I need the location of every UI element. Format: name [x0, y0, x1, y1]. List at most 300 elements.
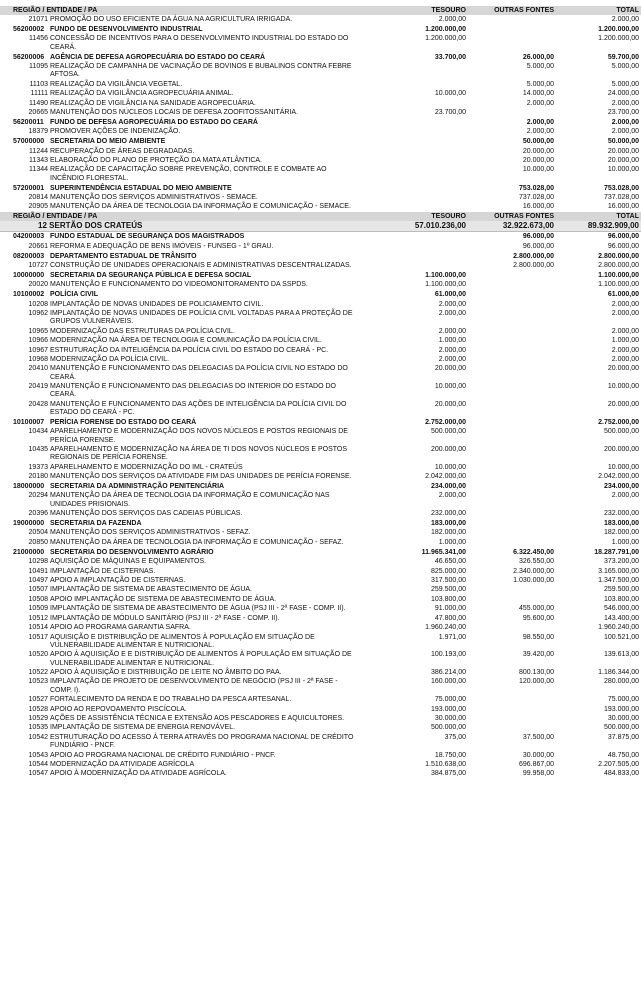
total-value: 143.400,00 — [603, 614, 639, 622]
table-header-row — [0, 6, 641, 15]
tesouro-value: 20.000,00 — [434, 400, 466, 408]
total-value: 234.000,00 — [603, 482, 639, 490]
tesouro-value: 234.000,00 — [430, 482, 466, 490]
tesouro-value: 20.000,00 — [434, 365, 466, 373]
total-value: 48.750,00 — [607, 751, 639, 759]
program-code: 10527 — [28, 696, 48, 704]
program-row — [0, 595, 641, 604]
outras-fontes-value — [468, 445, 556, 463]
outras-fontes-value — [468, 299, 556, 308]
total-value: 200.000,00 — [603, 446, 639, 453]
tesouro-value: 18.750,00 — [434, 751, 466, 759]
program-row — [0, 146, 641, 155]
outras-fontes-value — [468, 309, 556, 327]
program-row — [0, 165, 641, 183]
program-row — [0, 108, 641, 117]
tesouro-value: 2.000,00 — [438, 309, 466, 317]
region-outras-fontes: 32.922.673,00 — [468, 221, 556, 232]
program-code: 11343 — [29, 157, 48, 164]
outras-fontes-value: 14.000,00 — [522, 90, 554, 98]
outras-fontes-value: 99.958,00 — [522, 770, 554, 778]
program-code: 10727 — [28, 261, 48, 269]
program-description: IMPLANTAÇÃO DE NOVAS UNIDADES DE POLICIAMENTO CIVIL. — [50, 300, 264, 308]
program-code: 10544 — [28, 760, 48, 768]
outras-fontes-value: 5.000,00 — [526, 63, 554, 70]
program-row — [0, 604, 641, 613]
program-row — [0, 760, 641, 769]
total-value: 484.833,00 — [603, 770, 639, 778]
outras-fontes-value — [468, 417, 556, 427]
outras-fontes-value: 753.028,00 — [518, 184, 554, 192]
program-row — [0, 614, 641, 623]
tesouro-value — [360, 231, 468, 241]
entity-name: PERÍCIA FORENSE DO ESTADO DO CEARÁ — [50, 418, 197, 426]
entity-row — [0, 231, 641, 241]
program-description: APOIO A IMPLANTAÇÃO DE CISTERNAS. — [50, 576, 186, 584]
program-description: APOIO AO PROGRAMA NACIONAL DE CRÉDITO FUNDIÁRIO - PNCF. — [50, 751, 276, 759]
program-description: AQUISIÇÃO DE MÁQUINAS E EQUIPAMENTOS. — [50, 558, 207, 566]
region-tesouro: 57.010.236,00 — [360, 221, 468, 232]
outras-fontes-value: 5.000,00 — [526, 80, 554, 88]
program-row — [0, 299, 641, 308]
tesouro-value: 103.800,00 — [430, 595, 466, 603]
outras-fontes-value: 2.340.000,00 — [513, 567, 554, 575]
tesouro-value: 825.000,00 — [430, 567, 466, 575]
total-value: 20.000,00 — [607, 400, 639, 408]
tesouro-value: 33.700,00 — [434, 53, 466, 61]
program-code: 10962 — [28, 309, 48, 317]
outras-fontes-value — [468, 280, 556, 289]
entity-code: 57200001 — [13, 184, 45, 192]
program-row — [0, 355, 641, 364]
tesouro-value: 91.000,00 — [434, 605, 466, 613]
total-value: 2.000,00 — [611, 346, 639, 354]
program-description: AÇÕES DE ASSISTÊNCIA TÉCNICA E EXTENSÃO AOS PESCADORES E AQUICULTORES. — [50, 714, 345, 722]
tesouro-value: 1.200.000,00 — [425, 26, 466, 34]
tesouro-value: 10.000,00 — [434, 463, 466, 471]
outras-fontes-value — [468, 364, 556, 382]
program-code: 10434 — [28, 428, 48, 436]
entity-row — [0, 183, 641, 193]
outras-fontes-value: 98.550,00 — [522, 633, 554, 641]
program-row — [0, 668, 641, 677]
program-code: 18379 — [28, 128, 48, 136]
program-description: MANUTENÇÃO DA ÁREA DE TECNOLOGIA DA INFORMAÇÃO E COMUNICAÇÃO - SEFAZ. — [50, 538, 344, 546]
outras-fontes-value: 20.000,00 — [522, 147, 554, 155]
outras-fontes-value — [468, 509, 556, 518]
program-row — [0, 538, 641, 547]
tesouro-value: 10.000,00 — [434, 90, 466, 98]
program-code: 10509 — [28, 605, 48, 613]
outras-fontes-value — [468, 491, 556, 509]
outras-fontes-value: 20.000,00 — [522, 157, 554, 164]
tesouro-value — [360, 261, 468, 270]
entity-name: POLÍCIA CIVIL — [50, 291, 98, 299]
tesouro-value: 375,00 — [444, 733, 466, 741]
program-code: 10491 — [28, 567, 48, 575]
program-code: 20294 — [28, 492, 48, 500]
total-value: 2.000,00 — [611, 16, 639, 24]
tesouro-value: 2.000,00 — [438, 16, 466, 24]
entity-name: SECRETARIA DO DESENVOLVIMENTO AGRÁRIO — [50, 548, 214, 556]
program-row — [0, 62, 641, 80]
total-value: 20.000,00 — [607, 157, 639, 164]
program-description: IMPLANTAÇÃO DE SISTEMA DE ENERGIA RENOVÁVEL. — [50, 724, 236, 732]
program-code: 10543 — [28, 751, 48, 759]
tesouro-value: 1.000,00 — [438, 337, 466, 345]
outras-fontes-value: 37.500,00 — [522, 733, 554, 741]
entity-row — [0, 251, 641, 261]
tesouro-value: 75.000,00 — [434, 696, 466, 704]
program-row — [0, 427, 641, 445]
table-header-row — [0, 212, 641, 221]
entity-row — [0, 290, 641, 300]
program-code: 10507 — [28, 586, 48, 594]
entity-row — [0, 117, 641, 127]
tesouro-value: 2.000,00 — [438, 327, 466, 335]
program-code: 11095 — [29, 63, 48, 70]
entity-row — [0, 24, 641, 34]
program-row — [0, 127, 641, 136]
total-value: 50.000,00 — [607, 138, 639, 146]
program-row — [0, 382, 641, 400]
outras-fontes-value — [468, 538, 556, 547]
program-row — [0, 89, 641, 98]
program-row — [0, 677, 641, 695]
entity-code: 19000000 — [13, 519, 45, 527]
program-code: 20419 — [28, 383, 48, 391]
entity-name: FUNDO DE DESENVOLVIMENTO INDUSTRIAL — [50, 26, 203, 34]
program-row — [0, 491, 641, 509]
entity-code: 57000000 — [13, 138, 45, 146]
total-value: 753.028,00 — [603, 184, 639, 192]
tesouro-value — [360, 242, 468, 251]
budget-table — [0, 6, 641, 779]
entity-row — [0, 270, 641, 280]
program-description: MANUTENÇÃO DOS SERVIÇOS DA ATIVIDADE FIM DAS UNIDADES DE PERÍCIA FORENSE. — [50, 473, 352, 481]
tesouro-value: 2.042.000,00 — [425, 473, 466, 481]
region-row — [0, 221, 641, 232]
entity-code: 10100002 — [13, 291, 45, 299]
total-value: 23.700,00 — [607, 109, 639, 116]
total-value: 2.000,00 — [611, 99, 639, 107]
outras-fontes-value: 2.800.000,00 — [513, 261, 554, 269]
tesouro-value — [360, 117, 468, 127]
total-value: 24.000,00 — [607, 90, 639, 98]
total-value: 259.500,00 — [603, 586, 639, 594]
total-value: 16.000,00 — [607, 203, 639, 211]
program-code: 21071 — [28, 16, 48, 24]
tesouro-value: 100.193,00 — [430, 651, 466, 659]
program-code: 10522 — [28, 668, 48, 676]
program-row — [0, 80, 641, 89]
total-value: 500.000,00 — [603, 724, 639, 732]
program-description: MANUTENÇÃO E FUNCIONAMENTO DO VIDEOMONITORAMENTO DA SSPDS. — [50, 281, 308, 289]
outras-fontes-value — [468, 714, 556, 723]
total-value: 5.000,00 — [611, 80, 639, 88]
program-description: REALIZAÇÃO DE CAMPANHA DE VACINAÇÃO DE BOVINOS E BUBALINOS CONTRA FEBRE AFTOSA. — [50, 63, 352, 79]
program-row — [0, 704, 641, 713]
outras-fontes-value — [468, 290, 556, 300]
outras-fontes-value: 10.000,00 — [522, 166, 554, 174]
total-value: 2.000,00 — [611, 309, 639, 317]
entity-code: 18000000 — [13, 482, 45, 490]
budget-table-body — [0, 6, 641, 779]
program-row — [0, 261, 641, 270]
region-title — [0, 221, 360, 232]
tesouro-value: 30.000,00 — [434, 714, 466, 722]
program-row — [0, 98, 641, 107]
tesouro-value: 386.214,00 — [430, 668, 466, 676]
header-tesouro: TESOURO — [360, 212, 468, 221]
program-code: 20396 — [28, 510, 48, 518]
program-row — [0, 585, 641, 594]
entity-name: FUNDO ESTADUAL DE SEGURANÇA DOS MAGISTRADOS — [50, 233, 245, 241]
program-row — [0, 242, 641, 251]
tesouro-value: 500.000,00 — [430, 428, 466, 436]
program-code: 10298 — [28, 558, 48, 566]
program-code: 10967 — [28, 346, 48, 354]
total-value: 1.000,00 — [611, 538, 639, 546]
program-code: 10497 — [28, 576, 48, 584]
total-value: 2.800.000,00 — [598, 261, 639, 269]
outras-fontes-value: 800.130,00 — [518, 668, 554, 676]
total-value: 3.165.000,00 — [598, 567, 639, 575]
outras-fontes-value — [468, 472, 556, 481]
outras-fontes-value: 2.000,00 — [526, 118, 554, 126]
tesouro-value — [360, 137, 468, 147]
outras-fontes-value — [468, 336, 556, 345]
total-value: 10.000,00 — [607, 463, 639, 471]
program-row — [0, 769, 641, 778]
program-code: 20814 — [28, 193, 48, 201]
tesouro-value: 1.000,00 — [438, 538, 466, 546]
total-value: 2.800.000,00 — [598, 252, 639, 260]
total-value: 30.000,00 — [607, 714, 639, 722]
tesouro-value — [360, 146, 468, 155]
entity-row — [0, 547, 641, 557]
program-description: IMPLANTAÇÃO DE SISTEMA DE ABASTECIMENTO DE ÁGUA (PSJ III - 2ª FASE - COMP. II). — [50, 605, 346, 613]
program-code: 20905 — [28, 203, 48, 211]
program-description: FORTALECIMENTO DA RENDA E DO TRABALHO DA PESCA ARTESANAL. — [50, 696, 292, 704]
total-value: 96.000,00 — [607, 233, 639, 241]
header-total: TOTAL — [556, 6, 641, 15]
program-description: REALIZAÇÃO DA VIGILÂNCIA VEGETAL. — [50, 80, 183, 88]
total-value: 373.200,00 — [603, 558, 639, 566]
header-outras-fontes: OUTRAS FONTES — [468, 212, 556, 221]
program-row — [0, 280, 641, 289]
program-code: 10435 — [28, 446, 48, 453]
outras-fontes-value: 326.550,00 — [518, 558, 554, 566]
total-value: 2.207.505,00 — [598, 760, 639, 768]
program-row — [0, 714, 641, 723]
program-code: 10208 — [28, 300, 48, 308]
entity-name: SECRETARIA DA SEGURANÇA PÚBLICA E DEFESA SOCIAL — [50, 271, 252, 279]
total-value: 2.000,00 — [611, 327, 639, 335]
total-value: 737.028,00 — [603, 193, 639, 201]
program-description: MANUTENÇÃO DOS SERVIÇOS DAS CADEIAS PÚBLICAS. — [50, 510, 243, 518]
total-value: 1.000,00 — [611, 337, 639, 345]
program-description: APARELHAMENTO E MODERNIZAÇÃO DOS NOVOS NÚCLEOS E POSTOS REGIONAIS DE PERÍCIA FORENSE. — [50, 428, 348, 444]
program-code: 10529 — [28, 714, 48, 722]
entity-code: 10100007 — [13, 418, 45, 426]
program-code: 20504 — [28, 529, 48, 537]
total-value: 100.521,00 — [603, 633, 639, 641]
outras-fontes-value — [468, 695, 556, 704]
tesouro-value: 1.960.240,00 — [425, 624, 466, 632]
tesouro-value: 1.100.000,00 — [425, 271, 466, 279]
total-value: 139.613,00 — [603, 651, 639, 659]
tesouro-value: 182.000,00 — [430, 529, 466, 537]
outras-fontes-value: 455.000,00 — [518, 605, 554, 613]
outras-fontes-value — [468, 400, 556, 418]
program-description: PROMOÇÃO DO USO EFICIENTE DA ÁGUA NA AGRICULTURA IRRIGADA. — [50, 16, 293, 24]
total-value: 103.800,00 — [603, 595, 639, 603]
tesouro-value — [360, 183, 468, 193]
total-value: 2.000,00 — [611, 300, 639, 308]
program-description: REFORMA E ADEQUAÇÃO DE BENS IMÓVEIS - FUNSEG - 1º GRAU. — [50, 242, 274, 250]
program-code: 10965 — [28, 327, 48, 335]
program-description: IMPLANTAÇÃO DE NOVAS UNIDADES DE POLÍCIA CIVIL VOLTADAS PARA A PROTEÇÃO DE GRUPOS VULNERÁVEIS. — [50, 309, 353, 326]
program-description: ELABORAÇÃO DO PLANO DE PROTEÇÃO DA MATA ATLÂNTICA. — [50, 157, 262, 164]
entity-row — [0, 417, 641, 427]
program-code: 10523 — [28, 678, 48, 686]
entity-code: 56200011 — [13, 118, 44, 126]
program-row — [0, 566, 641, 575]
tesouro-value — [360, 251, 468, 261]
tesouro-value: 259.500,00 — [430, 586, 466, 594]
outras-fontes-value — [468, 623, 556, 632]
total-value: 546.000,00 — [603, 605, 639, 613]
header-region-entity-pa: REGIÃO / ENTIDADE / PA — [0, 212, 360, 221]
total-value: 2.000,00 — [611, 128, 639, 136]
program-description: APOIO À AQUISIÇÃO E DISTRIBUIÇÃO DE LEITE NO ÂMBITO DO PAA. — [50, 668, 282, 676]
outras-fontes-value: 6.322.450,00 — [513, 548, 554, 556]
program-code: 10517 — [28, 633, 48, 641]
tesouro-value — [360, 80, 468, 89]
outras-fontes-value: 2.000,00 — [526, 128, 554, 136]
program-description: MODERNIZAÇÃO NA ÁREA DE TECNOLOGIA E COMUNICAÇÃO DA POLÍCIA CIVIL. — [50, 337, 322, 345]
region-total: 89.932.909,00 — [556, 221, 641, 232]
program-code: 10547 — [28, 770, 48, 778]
program-code: 11456 — [29, 35, 48, 43]
total-value: 2.000,00 — [611, 492, 639, 500]
program-description: IMPLANTAÇÃO DE MÓDULO SANITÁRIO (PSJ III - 2ª FASE - COMP. II). — [50, 614, 280, 622]
total-value: 232.000,00 — [603, 510, 639, 518]
outras-fontes-value — [468, 326, 556, 335]
program-code: 10508 — [28, 595, 48, 603]
program-row — [0, 336, 641, 345]
region-name: SERTÃO DOS CRATEÚS — [49, 220, 143, 230]
program-row — [0, 309, 641, 327]
outras-fontes-value: 2.000,00 — [526, 99, 554, 107]
program-description: APOIO À AQUISIÇÃO E E DISTRIBUIÇÃO DE ALIMENTOS À POPULAÇÃO EM SITUAÇÃO DE VULNERABILIDADE ALIMENTAR E NUTRICIONAL. — [50, 651, 352, 667]
outras-fontes-value — [468, 704, 556, 713]
header-region-entity-pa: REGIÃO / ENTIDADE / PA — [0, 6, 360, 15]
total-value: 2.000,00 — [611, 118, 639, 126]
program-description: MANUTENÇÃO DOS NÚCLEOS LOCAIS DE DEFESA ZOOFITOSSANITÁRIA. — [50, 109, 299, 116]
outras-fontes-value: 737.028,00 — [518, 193, 554, 201]
outras-fontes-value — [468, 528, 556, 537]
tesouro-value: 2.000,00 — [438, 300, 466, 308]
program-row — [0, 650, 641, 668]
program-row — [0, 723, 641, 732]
program-code: 10514 — [28, 624, 48, 632]
program-code: 10512 — [28, 614, 48, 622]
entity-name: SECRETARIA DA FAZENDA — [50, 519, 142, 527]
program-code: 10535 — [28, 724, 48, 732]
outras-fontes-value: 96.000,00 — [522, 242, 554, 250]
program-row — [0, 15, 641, 24]
tesouro-value: 10.000,00 — [434, 383, 466, 391]
program-code: 20410 — [28, 365, 48, 373]
total-value: 2.042.000,00 — [598, 473, 639, 481]
outras-fontes-value — [468, 270, 556, 280]
entity-row — [0, 52, 641, 62]
outras-fontes-value: 26.000,00 — [522, 53, 554, 61]
entity-row — [0, 481, 641, 491]
program-code: 11344 — [29, 166, 48, 174]
program-code: 10968 — [28, 355, 48, 363]
program-description: MANUTENÇÃO E FUNCIONAMENTO DAS DELEGACIAS DA POLÍCIA CIVIL NO ESTADO DO CEARÁ. — [50, 365, 348, 381]
program-description: ESTRUTURAÇÃO DA INTELIGÊNCIA DA POLÍCIA CIVIL DO ESTADO DO CEARÁ - PC. — [50, 346, 329, 354]
total-value: 5.000,00 — [611, 63, 639, 70]
tesouro-value: 193.000,00 — [430, 705, 466, 713]
program-row — [0, 750, 641, 759]
entity-row — [0, 137, 641, 147]
total-value: 59.700,00 — [607, 53, 639, 61]
program-description: PROMOVER AÇÕES DE INDENIZAÇÃO. — [50, 128, 181, 136]
outras-fontes-value: 30.000,00 — [522, 751, 554, 759]
total-value: 2.752.000,00 — [598, 418, 639, 426]
program-row — [0, 326, 641, 335]
program-row — [0, 400, 641, 418]
total-value: 1.186.344,00 — [598, 668, 639, 676]
tesouro-value — [360, 98, 468, 107]
tesouro-value: 317.500,00 — [430, 576, 466, 584]
program-row — [0, 463, 641, 472]
program-description: MANUTENÇÃO DOS SERVIÇOS ADMINISTRATIVOS - SEFAZ. — [50, 529, 251, 537]
program-description: APOIO AO PROGRAMA GARANTIA SAFRA. — [50, 624, 191, 632]
program-code: 10542 — [28, 733, 48, 741]
program-code: 20428 — [28, 400, 48, 408]
tesouro-value: 160.000,00 — [430, 678, 466, 686]
program-code: 11490 — [29, 99, 48, 107]
program-description: APARELHAMENTO E MODERNIZAÇÃO NA ÁREA DE TI DOS NOVOS NÚCLEOS E POSTOS REGIONAIS DE PERÍCIA FORENSE. — [50, 446, 348, 462]
outras-fontes-value — [468, 481, 556, 491]
tesouro-value — [360, 62, 468, 80]
program-code: 10966 — [28, 337, 48, 345]
program-description: MANUTENÇÃO DA ÁREA DE TECNOLOGIA DA INFORMAÇÃO E COMUNICAÇÃO - SEMACE. — [50, 203, 351, 211]
entity-code: 10000000 — [13, 271, 45, 279]
program-description: MANUTENÇÃO DA ÁREA DE TECNOLOGIA DA INFORMAÇÃO E COMUNICAÇÃO NAS UNIDADES PRISIONAIS. — [50, 492, 330, 508]
program-description: MODERNIZAÇÃO DA ATIVIDADE AGRÍCOLA — [50, 760, 195, 768]
program-description: MANUTENÇÃO E FUNCIONAMENTO DAS AÇÕES DE INTELIGÊNCIA DA POLÍCIA CIVIL DO ESTADO DO CEARÁ - PC. — [50, 400, 347, 417]
tesouro-value: 47.800,00 — [434, 614, 466, 622]
tesouro-value — [360, 156, 468, 165]
outras-fontes-value: 120.000,00 — [518, 678, 554, 686]
tesouro-value: 2.752.000,00 — [425, 418, 466, 426]
program-description: MANUTENÇÃO E FUNCIONAMENTO DAS DELEGACIAS DO INTERIOR DO ESTADO DO CEARÁ. — [50, 383, 336, 399]
outras-fontes-value — [468, 382, 556, 400]
program-description: APOIO AO REPOVOAMENTO PISCÍCOLA. — [50, 705, 187, 713]
program-description: RECUPERAÇÃO DE ÁREAS DEGRADADAS. — [50, 147, 195, 155]
program-code: 20020 — [28, 281, 48, 289]
program-code: 20661 — [28, 242, 48, 250]
program-row — [0, 576, 641, 585]
total-value: 500.000,00 — [603, 428, 639, 436]
program-row — [0, 623, 641, 632]
